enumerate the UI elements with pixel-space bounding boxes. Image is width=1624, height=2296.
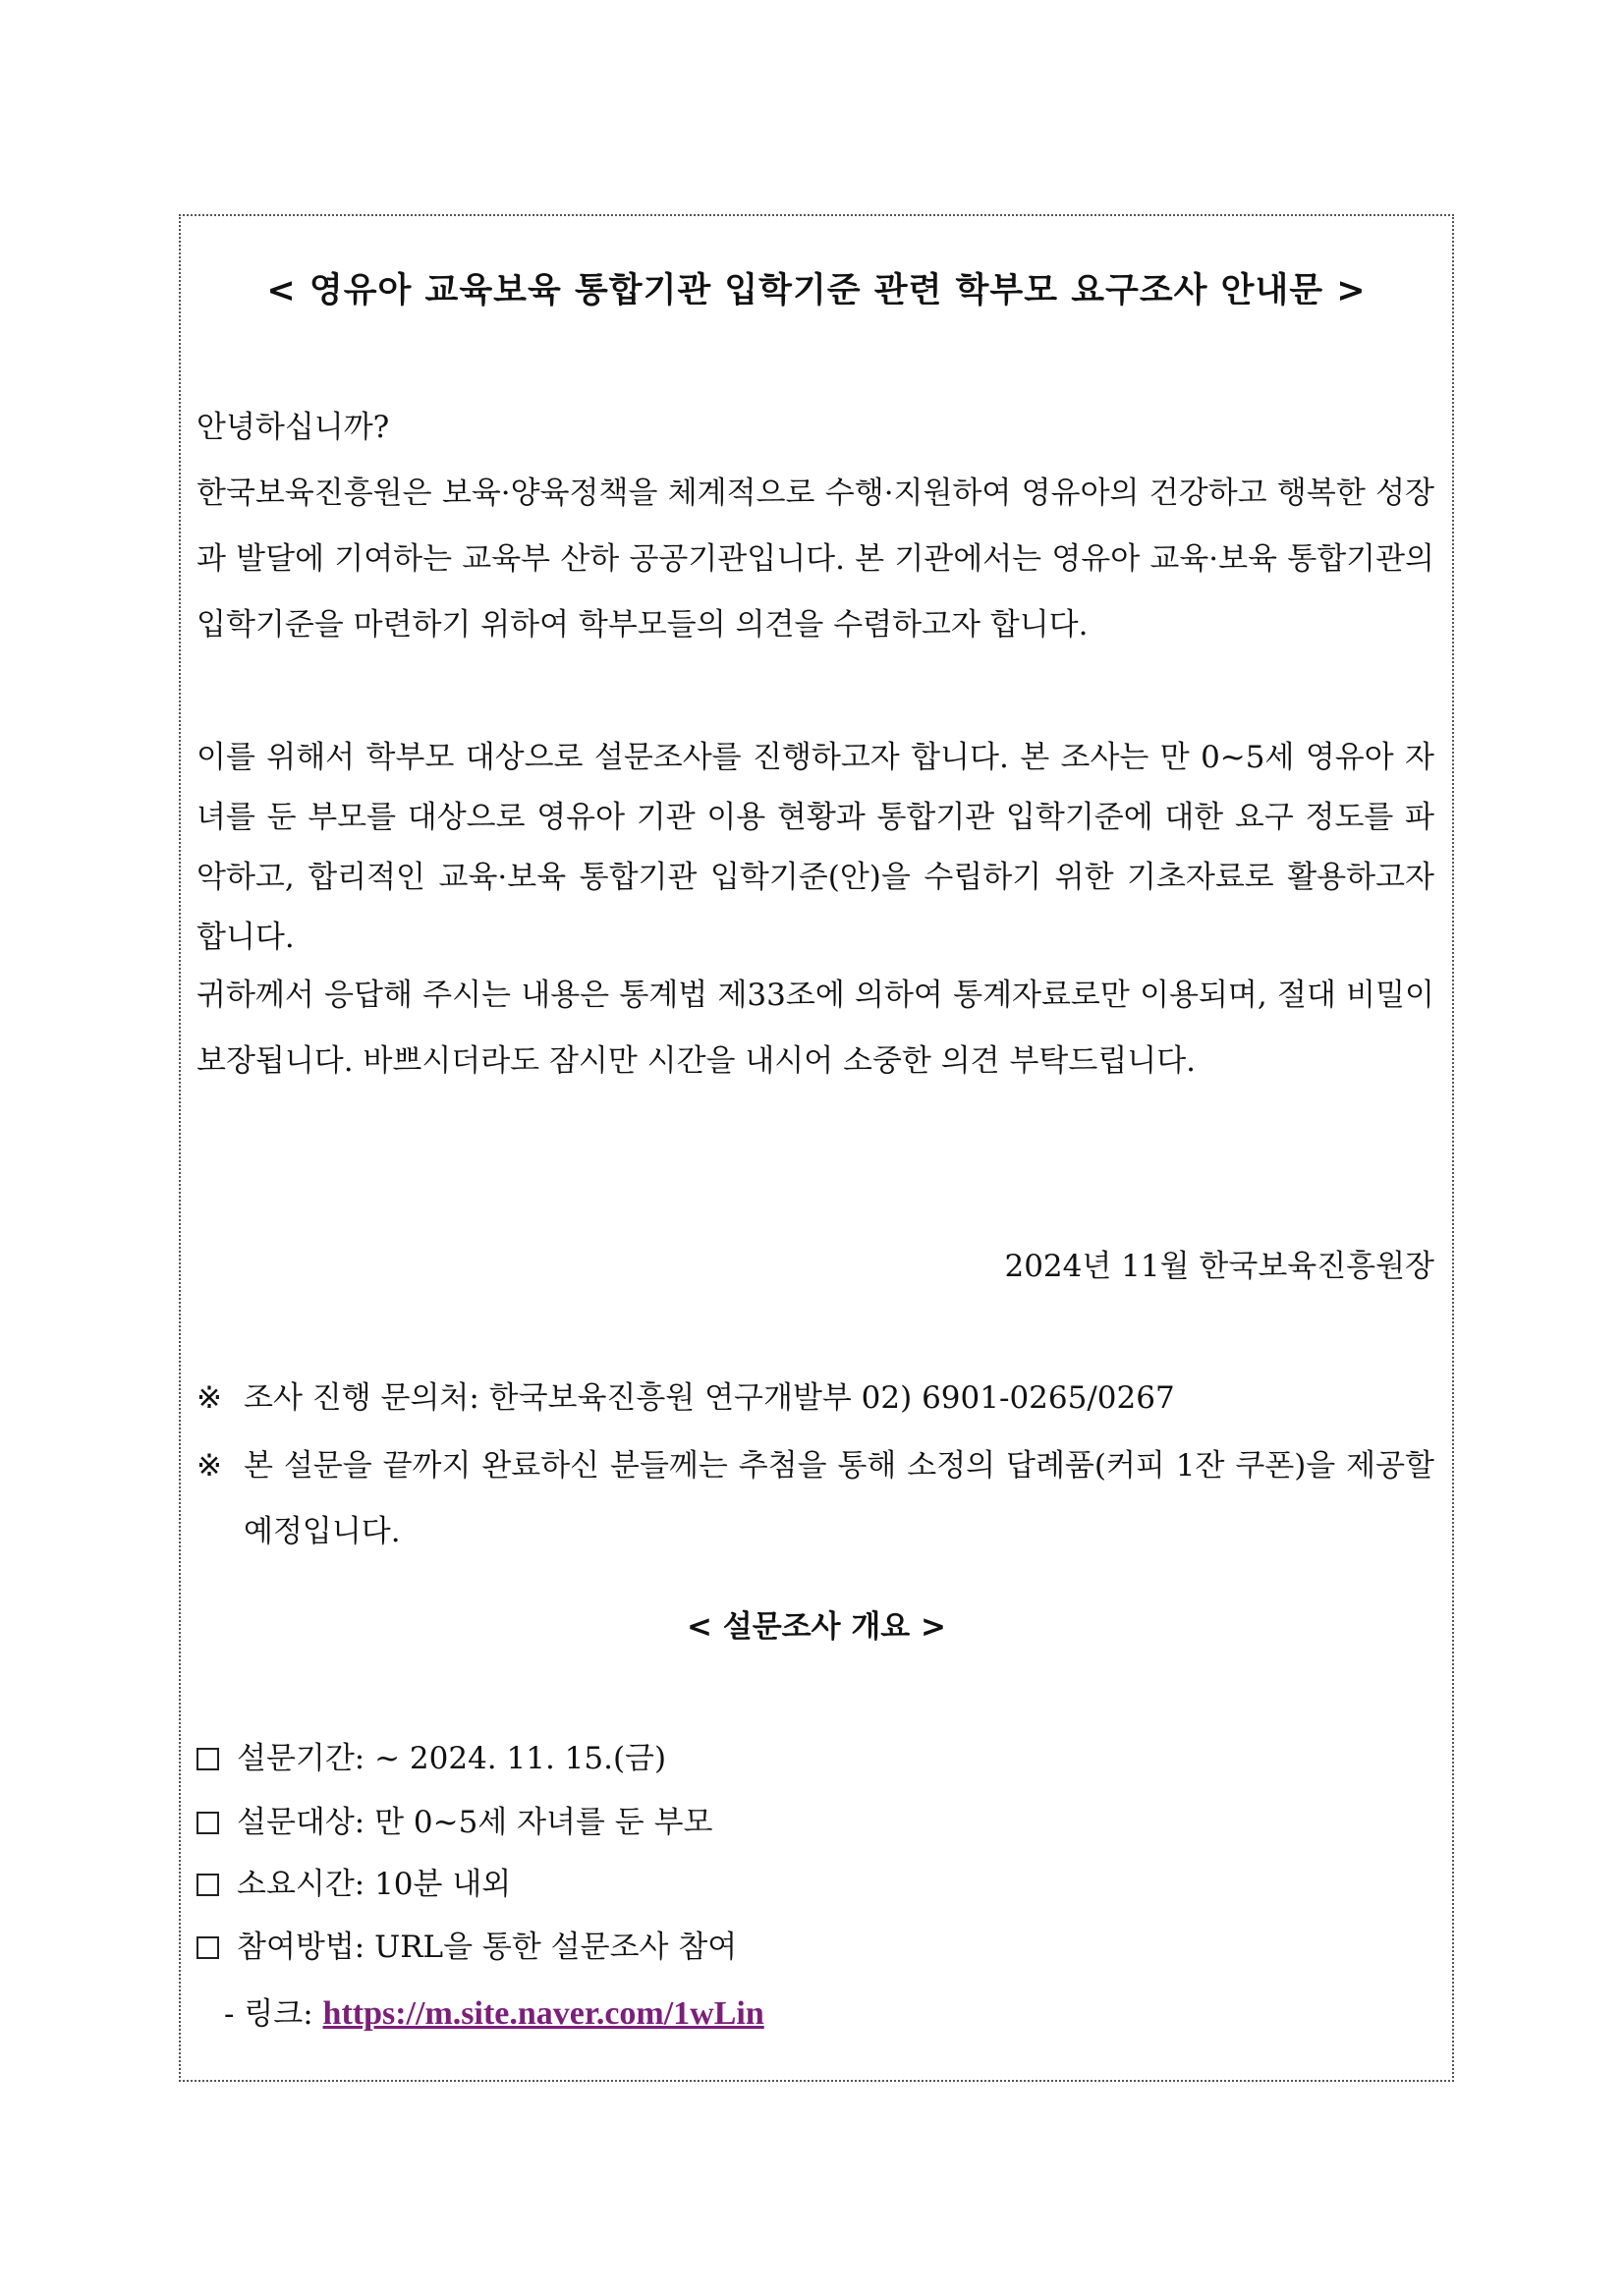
reference-mark: ※ bbox=[196, 1380, 222, 1416]
survey-link-row bbox=[224, 1985, 764, 2044]
overview-item-text: 소요시간: 10분 내외 bbox=[237, 1867, 512, 1902]
checkbox-icon bbox=[196, 1936, 219, 1959]
signature: 2024년 11월 한국보육진흥원장 bbox=[1004, 1249, 1434, 1284]
contact-note bbox=[196, 1366, 1434, 1431]
checkbox-icon bbox=[196, 1748, 219, 1770]
overview-title: < 설문조사 개요 > bbox=[686, 1609, 946, 1645]
contact-note-text: 조사 진행 문의처: 한국보육진흥원 연구개발부 02) 6901-0265/0267 bbox=[244, 1380, 1175, 1416]
overview-item-text: 참여방법: URL을 통한 설문조사 참여 bbox=[237, 1930, 738, 1965]
paragraph-intro: 한국보육진흥원은 보육·양육정책을 체계적으로 수행·지원하여 영유아의 건강하고 행복한 성장과 발달에 기여하는 교육부 산하 공공기관입니다. 본 기관에서는 영유아 교육·보육 통합기관의 입학기준을 마련하기 위하여 학부모들의 의견을 수렴하고자 합니다. bbox=[196, 476, 1434, 643]
greeting: 안녕하십니까? bbox=[196, 410, 390, 445]
paragraph-privacy: 귀하께서 응답해 주시는 내용은 통계법 제33조에 의하여 통계자료로만 이용되며, 절대 비밀이 보장됩니다. 바쁘시더라도 잠시만 시간을 내시어 소중한 의견 부탁드립니다. bbox=[196, 978, 1434, 1079]
overview-item-target bbox=[196, 1793, 713, 1852]
reference-mark: ※ bbox=[196, 1448, 222, 1484]
overview-item-text: 설문대상: 만 0~5세 자녀를 둔 부모 bbox=[237, 1805, 713, 1840]
reward-note-text: 본 설문을 끝까지 완료하신 분들께는 추첨을 통해 소정의 답례품(커피 1잔 쿠폰)을 제공할 예정입니다. bbox=[244, 1448, 1434, 1549]
overview-item-method bbox=[196, 1918, 737, 1977]
overview-item-period bbox=[196, 1729, 666, 1788]
checkbox-icon bbox=[196, 1874, 219, 1896]
link-label: - 링크: bbox=[224, 1996, 323, 2032]
paragraph-purpose: 이를 위해서 학부모 대상으로 설문조사를 진행하고자 합니다. 본 조사는 만 0~5세 영유아 자녀를 둔 부모를 대상으로 영유아 기관 이용 현황과 통합기관 입학기준에 대한 요구 정도를 파악하고, 합리적인 교육·보육 통합기관 입학기준(안)을 수립하기 위한 기초자료로 활용하고자 합니다. bbox=[196, 740, 1434, 955]
overview-item-duration bbox=[196, 1855, 511, 1914]
notice-title: < 영유아 교육보육 통합기관 입학기준 관련 학부모 요구조사 안내문 > bbox=[266, 271, 1367, 310]
survey-link[interactable]: https://m.site.naver.com/1wLin bbox=[322, 1995, 764, 2032]
overview-item-text: 설문기간: ~ 2024. 11. 15.(금) bbox=[237, 1741, 667, 1776]
checkbox-icon bbox=[196, 1812, 219, 1834]
reward-note bbox=[196, 1433, 1434, 1565]
notice-frame bbox=[179, 214, 1454, 2082]
